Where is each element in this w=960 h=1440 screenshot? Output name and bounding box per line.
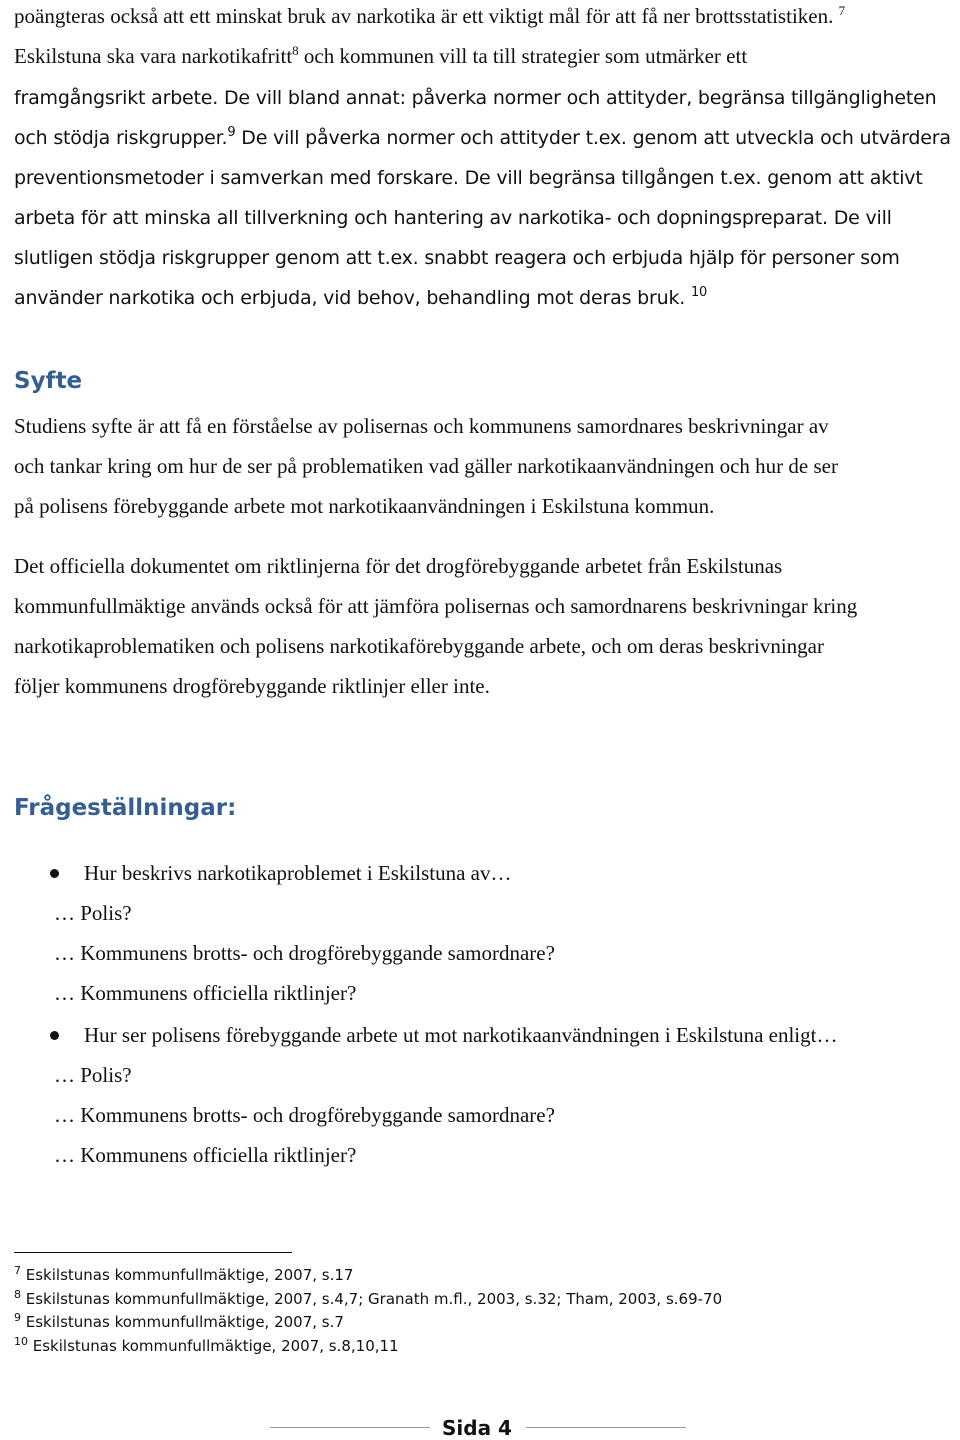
footer-rule-left (270, 1427, 430, 1428)
intro-line-1 (14, 4, 845, 28)
footnote-number: 10 (14, 1335, 28, 1348)
footnote-number: 7 (14, 1264, 21, 1277)
page-number: Sida 4 (442, 1416, 512, 1440)
question-1-sub-1: … Polis? (54, 901, 132, 925)
text-span: De vill påverka normer och attityder t.ex. genom att utveckla och utvärdera (235, 127, 951, 149)
syfte-p2-line-1: Det officiella dokumentet om riktlinjerna för det drogförebyggande arbetet från Eskilstunas (14, 554, 783, 578)
footnote-text: Eskilstunas kommunfullmäktige, 2007, s.17 (21, 1266, 354, 1284)
footnote-text: Eskilstunas kommunfullmäktige, 2007, s.4,7; Granath m.fl., 2003, s.32; Tham, 2003, s.69-70 (21, 1290, 723, 1308)
footnote-10 (14, 1337, 399, 1355)
question-2-sub-1: … Polis? (54, 1063, 132, 1087)
question-1: Hur beskrivs narkotikaproblemet i Eskilstuna av… (84, 861, 512, 885)
syfte-p1-line-2: och tankar kring om hur de ser på problematiken vad gäller narkotikaanvändningen och hur de ser (14, 454, 838, 478)
syfte-p2-line-3: narkotikaproblematiken och polisens narkotikaförebyggande arbete, och om deras beskrivningar (14, 634, 824, 658)
syfte-p1-line-3: på polisens förebyggande arbete mot narkotikaanvändningen i Eskilstuna kommun. (14, 494, 715, 518)
text-span: använder narkotika och erbjuda, vid behov, behandling mot deras bruk. (14, 287, 686, 309)
syfte-p2-line-4: följer kommunens drogförebyggande riktlinjer eller inte. (14, 674, 490, 698)
intro-line-7: slutligen stödja riskgrupper genom att t.ex. snabbt reagera och erbjuda hjälp för personer som (14, 247, 900, 269)
footnote-ref-7[interactable]: 7 (838, 3, 846, 18)
question-2: Hur ser polisens förebyggande arbete ut mot narkotikaanvändningen i Eskilstuna enligt… (84, 1023, 838, 1047)
footnote-7 (14, 1266, 353, 1284)
question-2-sub-2: … Kommunens brotts- och drogförebyggande samordnare? (54, 1103, 555, 1127)
syfte-p1-line-1: Studiens syfte är att få en förståelse av polisernas och kommunens samordnares beskrivningar av (14, 414, 829, 438)
footnote-text: Eskilstunas kommunfullmäktige, 2007, s.7 (21, 1313, 344, 1331)
question-1-sub-3: … Kommunens officiella riktlinjer? (54, 981, 357, 1005)
text-span: poängteras också att ett minskat bruk av narkotika är ett viktigt mål för att få ner brottsstatistiken. (14, 4, 834, 28)
footnote-separator (14, 1252, 292, 1253)
footnote-ref-10[interactable]: 10 (690, 285, 708, 300)
footnote-text: Eskilstunas kommunfullmäktige, 2007, s.8,10,11 (28, 1337, 399, 1355)
question-1-sub-2: … Kommunens brotts- och drogförebyggande samordnare? (54, 941, 555, 965)
section-heading-fragestallningar: Frågeställningar: (14, 795, 237, 821)
bullet-icon (50, 1031, 59, 1040)
question-2-sub-3: … Kommunens officiella riktlinjer? (54, 1143, 357, 1167)
text-span: Eskilstuna ska vara narkotikafritt (14, 44, 293, 68)
intro-line-2 (14, 44, 747, 68)
syfte-p2-line-2: kommunfullmäktige används också för att jämföra polisernas och samordnarens beskrivningar kring (14, 594, 858, 618)
intro-line-6: arbeta för att minska all tillverkning och hantering av narkotika- och dopningspreparat. De vill (14, 207, 892, 229)
intro-line-4 (14, 126, 951, 150)
footnote-number: 8 (14, 1288, 21, 1301)
footnote-ref-8[interactable]: 8 (292, 43, 299, 58)
intro-line-3: framgångsrikt arbete. De vill bland annat: påverka normer och attityder, begränsa tillgängligheten (14, 87, 937, 109)
footnote-8 (14, 1290, 722, 1308)
footnote-9 (14, 1313, 344, 1331)
footer-rule-right (526, 1427, 686, 1428)
intro-line-8 (14, 286, 707, 310)
footnote-ref-9[interactable]: 9 (227, 125, 236, 140)
intro-line-5: preventionsmetoder i samverkan med forskare. De vill begränsa tillgången t.ex. genom att aktivt (14, 167, 923, 189)
text-span: och kommunen vill ta till strategier som utmärker ett (298, 44, 748, 68)
footnote-number: 9 (14, 1311, 21, 1324)
section-heading-syfte: Syfte (14, 368, 83, 394)
text-span: och stödja riskgrupper. (14, 127, 228, 149)
bullet-icon (50, 869, 59, 878)
